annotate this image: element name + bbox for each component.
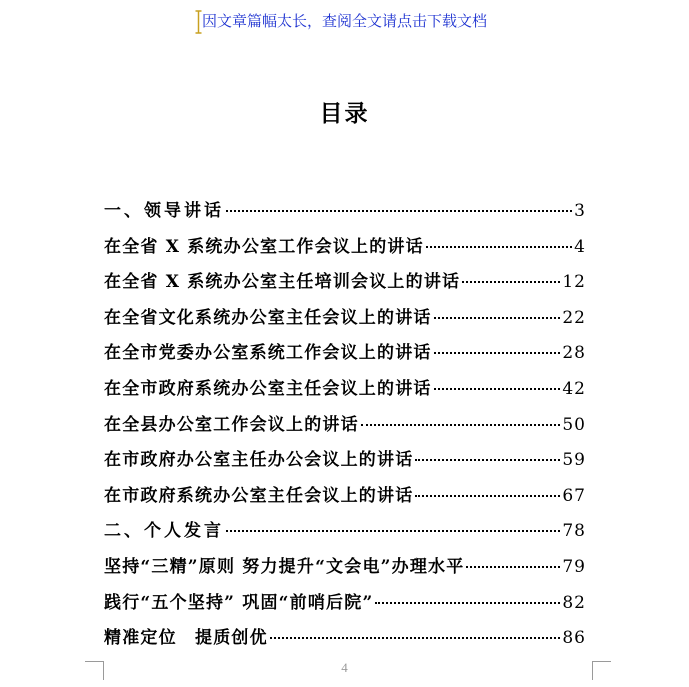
toc-entry-title: 在全省 X 系统办公室工作会议上的讲话 <box>104 236 424 257</box>
toc-entry[interactable] <box>104 481 586 517</box>
dot-leader <box>466 566 560 568</box>
toc-entry[interactable] <box>104 588 586 624</box>
toc-entry-page-number: 28 <box>562 343 586 364</box>
toc-entry[interactable] <box>104 267 586 303</box>
toc-entry[interactable] <box>104 232 586 268</box>
download-banner <box>0 10 689 32</box>
dot-leader <box>226 530 560 532</box>
text-cursor-icon <box>195 10 202 34</box>
toc-entry-page-number: 59 <box>562 450 586 471</box>
toc-entry-page-number: 12 <box>562 272 586 293</box>
dot-leader <box>434 388 561 390</box>
toc-entry-title: 在全县办公室工作会议上的讲话 <box>104 414 359 435</box>
toc-entry[interactable] <box>104 410 586 446</box>
toc-entry[interactable] <box>104 303 586 339</box>
download-link[interactable]: 因文章篇幅太长，查阅全文请点击下载文档 <box>201 12 487 30</box>
toc-entry-title: 精准定位 提质创优 <box>104 628 268 649</box>
toc-entry-page-number: 22 <box>562 307 586 328</box>
toc-entry-title: 在全省 X 系统办公室主任培训会议上的讲话 <box>104 272 461 293</box>
toc-section-heading[interactable] <box>104 516 586 552</box>
dot-leader <box>270 637 561 639</box>
dot-leader <box>415 495 560 497</box>
toc-entry-page-number: 78 <box>562 521 586 542</box>
toc-entry-page-number: 86 <box>562 628 586 649</box>
toc-entry-page-number: 42 <box>562 378 586 399</box>
dot-leader <box>361 424 561 426</box>
toc-entry-page-number: 82 <box>562 592 586 613</box>
toc-section-heading[interactable] <box>104 196 586 232</box>
toc-entry-page-number: 4 <box>574 236 586 257</box>
banner-wrap <box>202 10 487 32</box>
footer-page-number: 4 <box>341 660 348 675</box>
dot-leader <box>434 352 561 354</box>
toc-entry-title: 坚持“三精”原则 努力提升“文会电”办理水平 <box>104 556 465 577</box>
toc-entry[interactable] <box>104 374 586 410</box>
toc-entry-title: 在市政府办公室主任办公会议上的讲话 <box>104 450 414 471</box>
toc-entry-page-number: 50 <box>562 414 586 435</box>
toc-entry[interactable] <box>104 552 586 588</box>
toc-title: 目录 <box>319 100 370 127</box>
toc-entry[interactable] <box>104 338 586 374</box>
toc-entry-title: 在市政府系统办公室主任会议上的讲话 <box>104 485 414 506</box>
toc-entry-title: 践行“五个坚持” 巩固“前哨后院” <box>104 592 374 613</box>
dot-leader <box>375 602 560 604</box>
dot-leader <box>415 459 560 461</box>
dot-leader <box>426 246 572 248</box>
table-of-contents <box>104 196 586 659</box>
dot-leader <box>434 317 561 319</box>
toc-entry-page-number: 79 <box>562 556 586 577</box>
toc-entry[interactable] <box>104 445 586 481</box>
toc-entry[interactable] <box>104 623 586 659</box>
dot-leader <box>226 210 572 212</box>
toc-entry-title: 在全市政府系统办公室主任会议上的讲话 <box>104 378 432 399</box>
toc-entry-page-number: 67 <box>562 485 586 506</box>
dot-leader <box>462 281 560 283</box>
toc-entry-title: 一、领导讲话 <box>104 201 224 221</box>
toc-entry-title: 在全省文化系统办公室主任会议上的讲话 <box>104 307 432 328</box>
toc-entry-title: 二、个人发言 <box>104 521 224 542</box>
toc-entry-title: 在全市党委办公室系统工作会议上的讲话 <box>104 343 432 364</box>
toc-entry-page-number: 3 <box>574 201 586 221</box>
